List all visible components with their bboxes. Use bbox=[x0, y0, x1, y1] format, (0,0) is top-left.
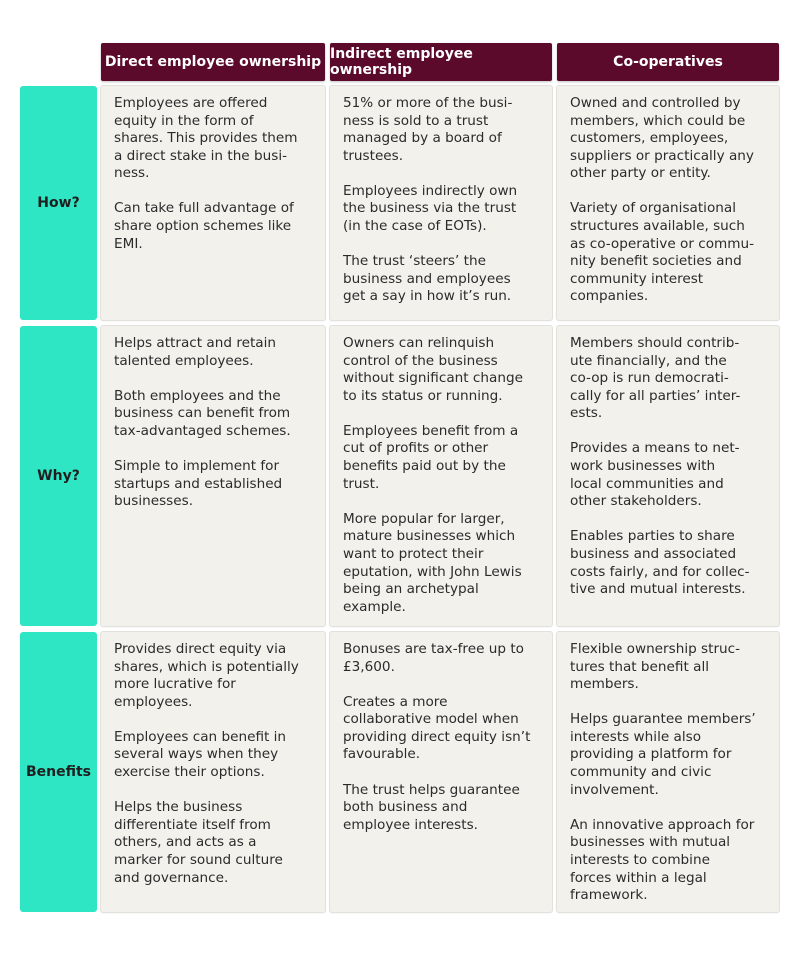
cell-benefits-co-operatives bbox=[557, 632, 779, 912]
cell-paragraph: The trust helps guarantee both business and employee interests. bbox=[343, 781, 520, 833]
cell-paragraph: Owners can relinquish control of the business without significant change to its status or running. bbox=[343, 335, 523, 404]
cell-why-indirect bbox=[330, 326, 552, 626]
cell-paragraph: An innovative approach for businesses with mutual interests to combine forces within a legal framework. bbox=[570, 816, 755, 904]
cell-benefits-direct bbox=[101, 632, 325, 912]
column-header-co-operatives: Co-operatives bbox=[557, 43, 779, 81]
column-header-indirect: Indirect employee ownership bbox=[330, 43, 552, 81]
cell-paragraph: Helps attract and retain talented employees. bbox=[114, 335, 277, 369]
cell-paragraph: Enables parties to share business and associated costs fairly, and for collec- tive and mutual interests. bbox=[570, 528, 750, 598]
row-label-why: Why? bbox=[20, 326, 97, 626]
cell-paragraph: Employees benefit from a cut of profits or other benefits paid out by the trust. bbox=[343, 422, 519, 492]
cell-paragraph: Helps the business differentiate itself from others, and acts as a marker for sound culture and governance. bbox=[114, 799, 283, 886]
row-label-benefits: Benefits bbox=[20, 632, 97, 912]
cell-paragraph: Creates a more collaborative model when providing direct equity isn’t favourable. bbox=[343, 693, 531, 763]
row-label-how: How? bbox=[20, 86, 97, 320]
cell-paragraph: Employees indirectly own the business via the trust (in the case of EOTs). bbox=[343, 182, 518, 235]
cell-paragraph: Can take full advantage of share option schemes like EMI. bbox=[114, 200, 294, 252]
cell-paragraph: Owned and controlled by members, which could be customers, employees, suppliers or practically any other party or entity. bbox=[570, 95, 754, 182]
cell-paragraph: 51% or more of the busi- ness is sold to a trust managed by a board of trustees. bbox=[343, 95, 513, 164]
cell-how-co-operatives bbox=[557, 86, 779, 320]
cell-benefits-indirect bbox=[330, 632, 552, 912]
cell-paragraph: Employees are offered equity in the form of shares. This provides them a direct stake in the busi- ness. bbox=[114, 95, 298, 182]
cell-paragraph: Provides a means to net- work businesses with local communities and other stakeholders. bbox=[570, 440, 740, 510]
cell-paragraph: Both employees and the business can benefit from tax-advantaged schemes. bbox=[114, 387, 291, 439]
cell-paragraph: Provides direct equity via shares, which is potentially more lucrative for employees. bbox=[114, 641, 299, 710]
cell-paragraph: Flexible ownership struc- tures that benefit all members. bbox=[570, 641, 741, 693]
column-header-direct: Direct employee ownership bbox=[101, 43, 325, 81]
cell-paragraph: The trust ‘steers’ the business and employees get a say in how it’s run. bbox=[343, 253, 512, 305]
cell-paragraph: Employees can benefit in several ways when they exercise their options. bbox=[114, 728, 287, 781]
cell-how-direct bbox=[101, 86, 325, 320]
cell-how-indirect bbox=[330, 86, 552, 320]
cell-why-co-operatives bbox=[557, 326, 779, 626]
cell-paragraph: Variety of organisational structures available, such as co-operative or commu- nity benefit societies and community interest companies. bbox=[570, 200, 755, 305]
cell-paragraph: Helps guarantee members’ interests while also providing a platform for community and civic involvement. bbox=[570, 711, 756, 798]
cell-paragraph: Simple to implement for startups and established businesses. bbox=[114, 457, 283, 510]
cell-paragraph: More popular for larger, mature businesses which want to protect their eputation, with John Lewis being an archetypal example. bbox=[343, 510, 522, 615]
cell-paragraph: Members should contrib- ute financially, and the co-op is run democrati- cally for all parties’ inter- ests. bbox=[570, 335, 741, 422]
cell-paragraph: Bonuses are tax-free up to £3,600. bbox=[343, 641, 524, 675]
cell-why-direct bbox=[101, 326, 325, 626]
